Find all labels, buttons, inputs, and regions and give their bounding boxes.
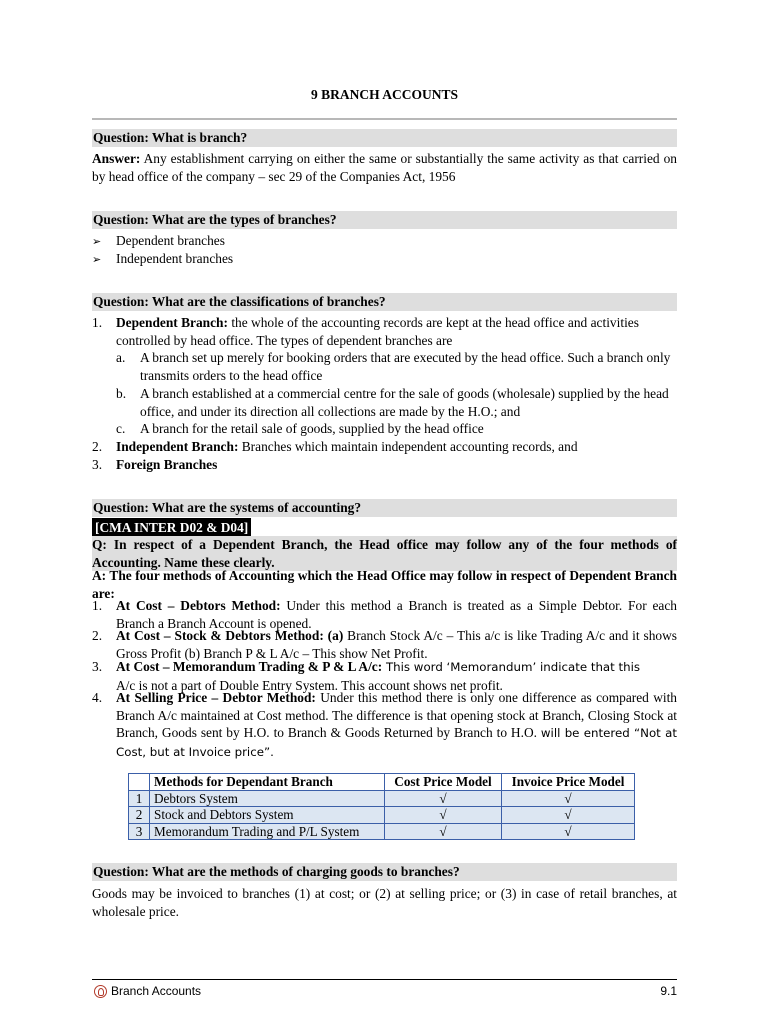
question-heading: Question: What are the systems of accounting?: [92, 499, 677, 517]
answer-label: Answer:: [92, 151, 141, 166]
check-mark: √: [385, 823, 502, 840]
methods-table: [128, 773, 635, 840]
table-header-cell: [129, 774, 150, 791]
exam-tag-row: [92, 518, 677, 538]
check-mark: √: [385, 790, 502, 807]
table-row: 2 Stock and Debtors System √ √: [129, 807, 635, 824]
check-mark: √: [502, 790, 635, 807]
answer-text: Any establishment carrying on either the same or substantially the same activity as that carried on by head office of the company – sec 29 of the Companies Act, 1956: [92, 151, 677, 184]
list-item: b. A branch established at a commercial centre for the sale of goods (wholesale) supplied by the head office, and under its direction all collections are made by the H.O.; and: [116, 386, 669, 419]
title-rule: [92, 118, 677, 120]
footer-left: [94, 983, 201, 1001]
arrow-bullet-icon: ➢: [92, 254, 102, 266]
footer-chapter: Branch Accounts: [111, 984, 202, 998]
list-item: 1. At Cost – Debtors Method: Under this method a Branch is treated as a Simple Debtor. For each Branch a Branch Account is opened.: [92, 598, 677, 631]
check-mark: √: [502, 807, 635, 824]
list-item: ➢ Dependent branches: [92, 232, 225, 252]
question-heading: Question: What are the classifications of branches?: [92, 293, 677, 311]
exam-question: Q: In respect of a Dependent Branch, the Head office may follow any of the four methods of Accounting. Name these clearly.: [92, 537, 677, 570]
answer-paragraph: Goods may be invoiced to branches (1) at cost; or (2) at selling price; or (3) in case of retail branches, at wholesale price.: [92, 886, 677, 919]
answer-paragraph: [92, 150, 677, 185]
list-item: a. A branch set up merely for booking orders that are executed by the head office. Such a branch only transmits orders to the head office: [116, 350, 671, 383]
table-row: 1 Debtors System √ √: [129, 790, 635, 807]
page-number: 9.1: [660, 984, 677, 998]
list-item: 2. At Cost – Stock & Debtors Method: (a) Branch Stock A/c – This a/c is like Trading A/c and it shows Gross Profit (b) Branch P & L A/c – This show Net Profit.: [92, 628, 677, 661]
arrow-bullet-icon: ➢: [92, 236, 102, 248]
table-header-cell: Invoice Price Model: [502, 774, 635, 791]
table-header-cell: Methods for Dependant Branch: [150, 774, 385, 791]
list-item: 3. Foreign Branches: [92, 457, 218, 472]
question-heading: Question: What is branch?: [92, 129, 677, 147]
list-item: 2. Independent Branch: Branches which maintain independent accounting records, and: [92, 439, 578, 454]
exam-tag: [CMA INTER D02 & D04]: [92, 518, 251, 538]
exam-answer-intro: A: The four methods of Accounting which the Head Office may follow in respect of Dependent Branch are:: [92, 568, 677, 601]
table-row: 3 Memorandum Trading and P/L System √ √: [129, 823, 635, 840]
list-item: 1. Dependent Branch: the whole of the accounting records are kept at the head office and activities controlled by head office. The types of dependent branches are: [92, 315, 639, 348]
table-header-cell: Cost Price Model: [385, 774, 502, 791]
list-item: 4. At Selling Price – Debtor Method: Under this method there is only one difference as compared with Branch A/c maintained at Cost method. The difference is that opening stock at Branch, Closing Stock at Branch, Goods sent by H.O. to Branch & Goods Returned by Branch to H.O. will be entered “Not at Cost, but at Invoice price”.: [92, 690, 678, 759]
check-mark: √: [385, 807, 502, 824]
question-heading: Question: What are the methods of charging goods to branches?: [92, 863, 677, 881]
publisher-logo-icon: [94, 985, 107, 998]
page-title: 9 BRANCH ACCOUNTS: [310, 87, 459, 102]
list-item: ➢ Independent branches: [92, 250, 233, 270]
check-mark: √: [502, 823, 635, 840]
list-item: 3. At Cost – Memorandum Trading & P & L A/c: This word ‘Memorandum’ indicate that this A/c is not a part of Double Entry System. This account shows net profit.: [92, 659, 641, 693]
question-heading: Question: What are the types of branches?: [92, 211, 677, 229]
table-header-row: [129, 774, 635, 791]
list-item: c. A branch for the retail sale of goods, supplied by the head office: [116, 421, 484, 436]
footer-rule: [92, 979, 677, 980]
